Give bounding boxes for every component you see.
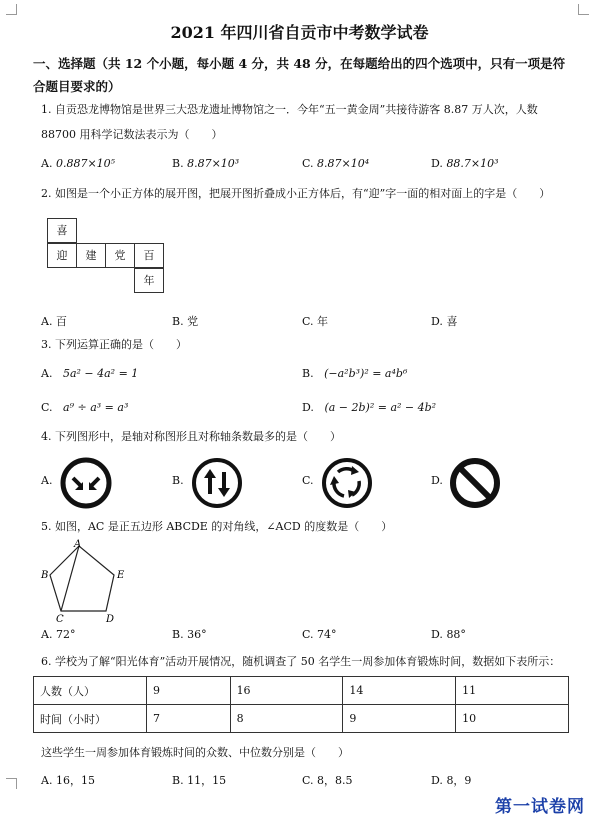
q2-option-d[interactable]: D. 喜	[431, 315, 458, 328]
page-title: 2021 年四川省自贡市中考数学试卷	[170, 23, 429, 42]
pentagon-diagram	[36, 538, 136, 624]
table-cell: 11	[456, 677, 569, 705]
watermark-logo: 第一试卷网	[495, 797, 585, 817]
q6-question: 这些学生一周参加体育锻炼时间的众数、中位数分别是（ ）	[41, 746, 349, 759]
cube-net-face: 百	[134, 243, 164, 268]
cube-net-face: 喜	[47, 218, 77, 243]
q3-option-c[interactable]: C. a⁹ ÷ a³ = a³	[41, 401, 129, 414]
q1-option-c[interactable]: C. 8.87×10⁴	[302, 157, 370, 170]
q2-option-a[interactable]: A. 百	[41, 315, 67, 328]
cube-net-face: 建	[76, 243, 106, 268]
table-cell: 9	[147, 677, 231, 705]
q1-option-d[interactable]: D. 88.7×10³	[431, 157, 499, 170]
q6-stem: 6. 学校为了解“阳光体育”活动开展情况，随机调查了 50 名学生一周参加体育锻炼时间，数据如下表所示：	[41, 655, 561, 668]
vertex-label-b: B	[41, 570, 49, 581]
q5-stem: 5. 如图，AC 是正五边形 ABCDE 的对角线，∠ACD 的度数是（ ）	[41, 520, 393, 533]
q4-option-d[interactable]: D.	[431, 474, 443, 487]
cube-net-face: 党	[105, 243, 135, 268]
table-cell: 8	[230, 705, 343, 733]
q4-option-b[interactable]: B.	[172, 474, 184, 487]
q6-option-a[interactable]: A. 16，15	[41, 774, 95, 787]
q3-option-b[interactable]: B. (−a²b³)² = a⁴b⁶	[302, 367, 408, 380]
q6-option-d[interactable]: D. 8，9	[431, 774, 472, 787]
roundabout-sign-icon	[320, 456, 374, 510]
vertex-label-a: A	[74, 539, 82, 550]
q5-option-a[interactable]: A. 72°	[41, 628, 76, 641]
no-entry-sign-icon	[448, 456, 502, 510]
q1-stem-line2: 88700 用科学记数法表示为（ ）	[41, 128, 223, 141]
crop-mark	[6, 778, 17, 789]
vertex-label-d: D	[106, 614, 115, 624]
section-heading: 一、选择题（共 12 个小题，每小题 4 分，共 48 分，在每题给出的四个选项中，只有一项是符合题目要求的）	[33, 56, 566, 94]
merge-arrows-sign-icon	[59, 456, 113, 510]
q2-option-b[interactable]: B. 党	[172, 315, 199, 328]
q2-stem: 2. 如图是一个小正方体的展开图，把展开图折叠成小正方体后，有“迎”字一面的相对面上的字是（ ）	[41, 187, 551, 200]
vertex-label-e: E	[117, 570, 125, 581]
q5-option-d[interactable]: D. 88°	[431, 628, 466, 641]
q5-option-c[interactable]: C. 74°	[302, 628, 337, 641]
table-cell: 9	[343, 705, 456, 733]
crop-mark	[6, 4, 17, 15]
vertex-label-c: C	[56, 614, 64, 624]
q3-option-a[interactable]: A. 5a² − 4a² = 1	[41, 367, 139, 380]
table-cell: 7	[147, 705, 231, 733]
cube-net-face: 年	[134, 268, 164, 293]
table-cell: 14	[343, 677, 456, 705]
q2-option-c[interactable]: C. 年	[302, 315, 329, 328]
crop-mark	[578, 4, 589, 15]
table-cell: 10	[456, 705, 569, 733]
table-cell: 16	[230, 677, 343, 705]
table-cell: 时间（小时）	[34, 705, 147, 733]
q3-option-d[interactable]: D. (a − 2b)² = a² − 4b²	[302, 401, 437, 414]
q6-option-b[interactable]: B. 11，15	[172, 774, 227, 787]
exercise-time-table	[33, 676, 569, 733]
table-cell: 人数（人）	[34, 677, 147, 705]
table-row	[34, 705, 569, 733]
q1-option-a[interactable]: A. 0.887×10⁵	[41, 157, 116, 170]
q1-stem-line1: 1. 自贡恐龙博物馆是世界三大恐龙遗址博物馆之一．今年“五一黄金周”共接待游客 8.87 万人次，人数	[41, 103, 538, 116]
cube-net-face: 迎	[47, 243, 77, 268]
q6-option-c[interactable]: C. 8，8.5	[302, 774, 353, 787]
q4-option-a[interactable]: A.	[41, 474, 53, 487]
q3-stem: 3. 下列运算正确的是（ ）	[41, 338, 187, 351]
table-row	[34, 677, 569, 705]
q1-option-b[interactable]: B. 8.87×10³	[172, 157, 240, 170]
q4-option-c[interactable]: C.	[302, 474, 314, 487]
two-way-traffic-sign-icon	[190, 456, 244, 510]
q4-stem: 4. 下列图形中，是轴对称图形且对称轴条数最多的是（ ）	[41, 430, 341, 443]
q5-option-b[interactable]: B. 36°	[172, 628, 207, 641]
